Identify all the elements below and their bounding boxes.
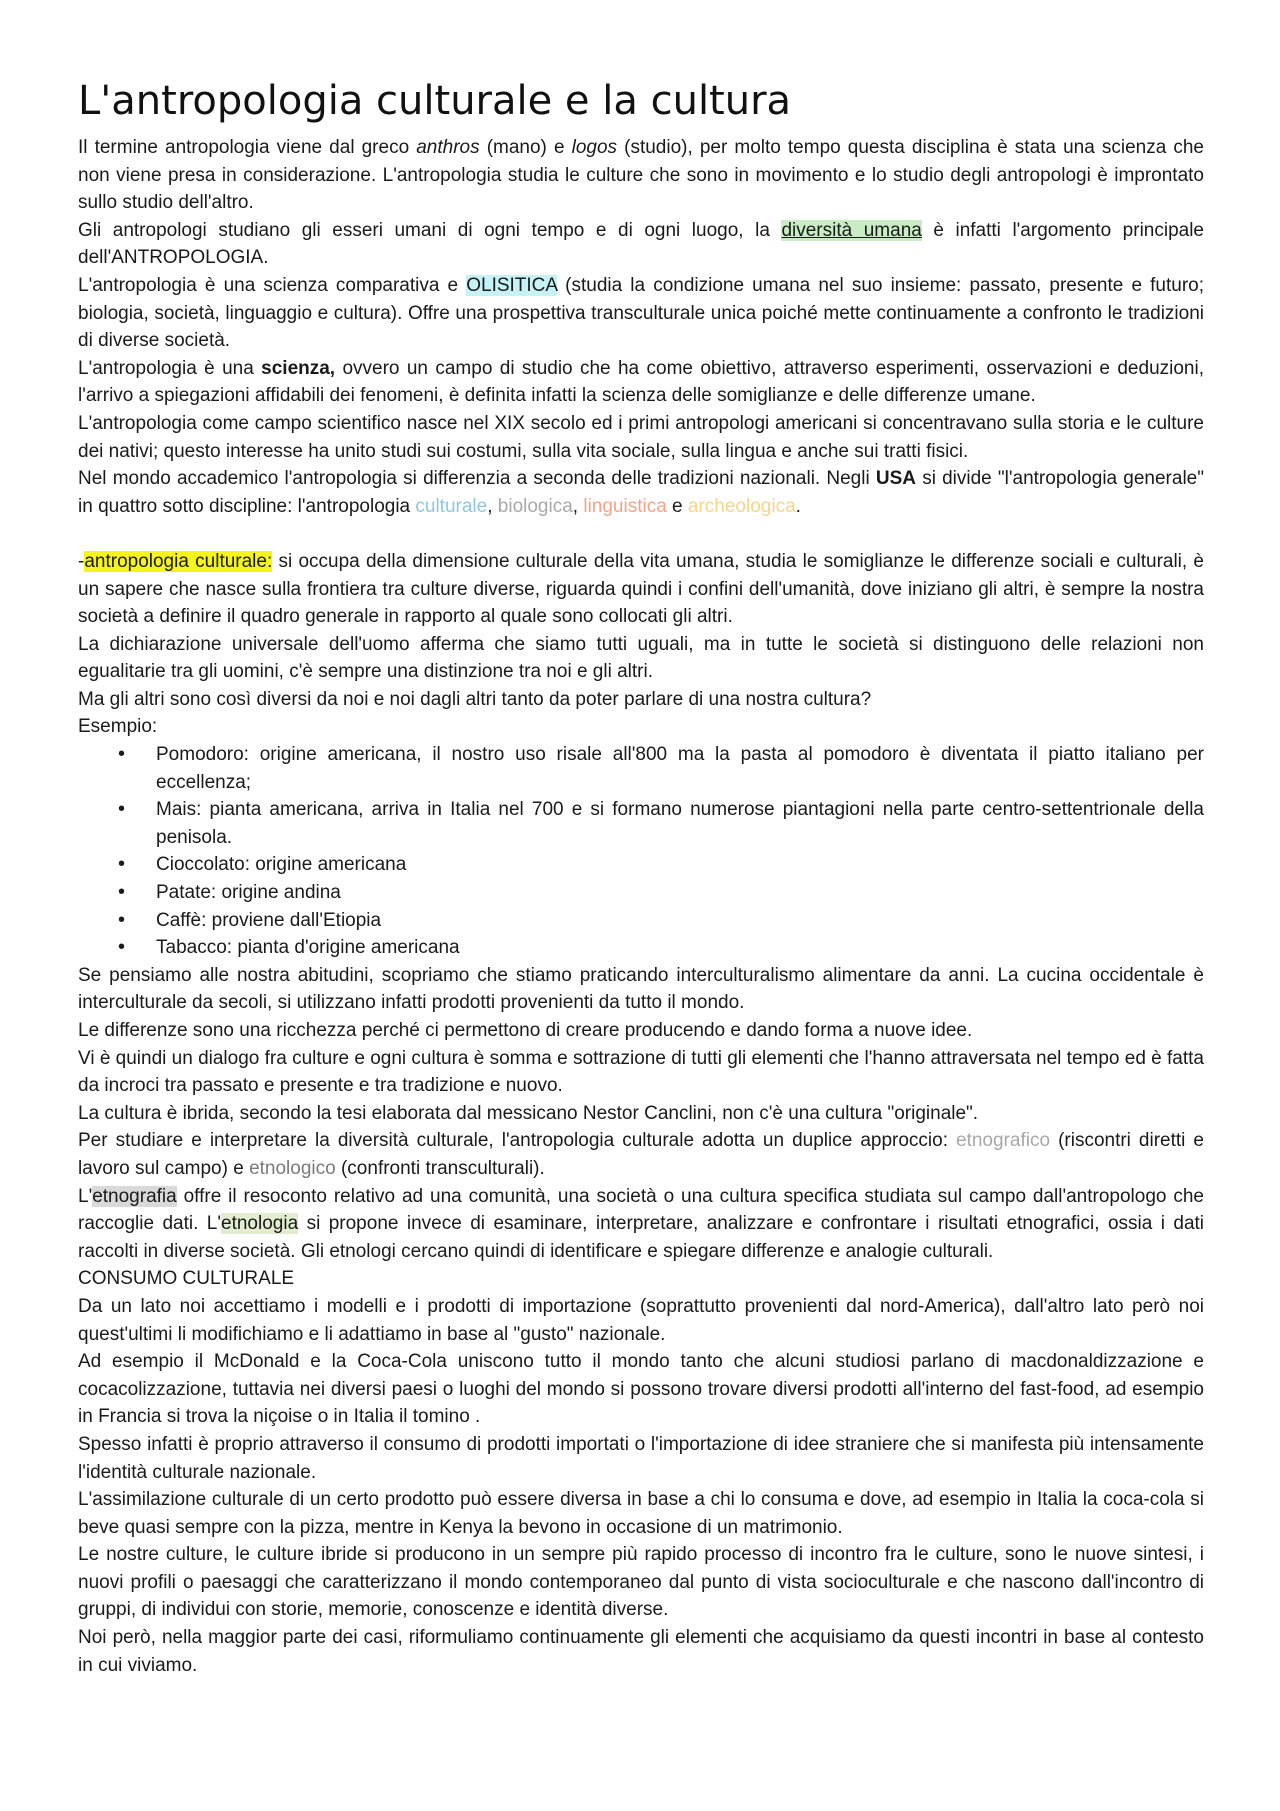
paragraph-esempio: Esempio: (78, 716, 158, 738)
highlight-antropologia-culturale: antropologia culturale: (84, 550, 273, 572)
text: si occupa della dimensione culturale della vita umana, studia le somiglianze le differenze sociali e culturali, è un sapere che nasce sulla frontiera tra culture diverse, riguarda quindi i confini dell'umanità, dove iniziano gli altri, è sempre la nostra società a definire il quadro generale in rapporto al quale sono collocati gli altri. (78, 550, 1204, 628)
colored-biologica: biologica (497, 495, 573, 517)
term-logos: logos (571, 137, 618, 158)
text: si propone invece di esaminare, interpretare, analizzare e confrontare i risultati etnografici, ossia i dati raccolti in diverse società. Gli etnologi cercano quindi di identificare e spiegare differenze e analogie culturali. (78, 1213, 1205, 1262)
paragraph-xix-secolo: L'antropologia come campo scientifico nasce nel XIX secolo ed i primi antropologi americani si concentravano sulla storia e le culture dei nativi; questo interesse ha unito studi sui costumi, sulla vita sociale, sulla lingua e anche sui tratti fisici. (78, 412, 1204, 462)
section-heading-consumo: CONSUMO CULTURALE (78, 1268, 295, 1290)
bold-usa: USA (875, 468, 916, 490)
colored-archeologica: archeologica (687, 495, 796, 517)
paragraph-identita: Spesso infatti è proprio attraverso il consumo di prodotti importati o l'importazione di idee straniere che si manifesta più intensamente l'identità culturale nazionale. (78, 1433, 1204, 1483)
paragraph-abitudini: Se pensiamo alle nostra abitudini, scopriamo che stiamo praticando interculturalismo alimentare da anni. La cucina occidentale è interculturale da secoli, si utilizzano infatti prodotti provenienti da tutto il mondo. (78, 964, 1204, 1014)
text: (studia la condizione umana nel suo insieme: passato, presente e futuro; biologia, società, linguaggio e cultura). Offre una prospettiva transculturale unica poiché mette continuamente a confronto le tradizioni di diverse società. (78, 274, 1204, 352)
paragraph-dialogo: Vi è quindi un dialogo fra culture e ogni cultura è somma e sottrazione di tutti gli elementi che l'hanno attraversata nel tempo ed è fatta da incroci tra passato e presente e tra tradizione e nuovo. (78, 1047, 1205, 1097)
paragraph-olistica (78, 272, 1204, 355)
paragraph-differenze: Le differenze sono una ricchezza perché ci permettono di creare producendo e dando forma a nuove idee. (78, 1020, 973, 1041)
colored-etnologico: etnologico (249, 1157, 336, 1179)
list-item: • Caffè: proviene dall'Etiopia (156, 907, 1204, 935)
text: e (666, 495, 688, 517)
colored-etnografico: etnografico (956, 1130, 1051, 1152)
page-title: L'antropologia culturale e la cultura (78, 78, 792, 124)
text: Nel mondo accademico l'antropologia si differenzia a seconda delle tradizioni nazionali. Negli (78, 468, 876, 490)
text: è infatti l'argomento principale dell'ANTROPOLOGIA. (78, 219, 1204, 269)
colored-culturale: culturale (415, 495, 488, 517)
text: - (78, 550, 85, 572)
text: Il termine antropologia viene dal greco (78, 137, 417, 158)
paragraph-scienza (78, 355, 1204, 410)
paragraph-culture-ibride: Le nostre culture, le culture ibride si producono in un sempre più rapido processo di incontro fra le culture, sono le nuove sintesi, i nuovi profili o paesaggi che caratterizzano il mondo contemporaneo dal punto di vista socioculturale e che nascono dall'incontro di gruppi, di individui con storie, memorie, conoscenze e identità diverse. (78, 1544, 1204, 1621)
list-item: • Mais: pianta americana, arriva in Italia nel 700 e si formano numerose piantagioni nella parte centro-settentrionale della penisola. (156, 796, 1204, 851)
text: (confronti transculturali). (335, 1157, 545, 1179)
highlight-diversita-umana: diversità umana (781, 219, 922, 241)
text: , (487, 495, 498, 517)
text: , (572, 495, 584, 517)
paragraph-question: Ma gli altri sono così diversi da noi e noi dagli altri tanto da poter parlare di una nostra cultura? (78, 688, 872, 710)
paragraph-usa (78, 465, 1204, 520)
text: ovvero un campo di studio che ha come obiettivo, attraverso esperimenti, osservazioni e deduzioni, l'arrivo a spiegazioni affidabili dei fenomeni, è definita infatti la scienza delle somiglianze e delle differenze umane. (78, 357, 1204, 407)
list-item: • Tabacco: pianta d'origine americana (156, 934, 1204, 962)
paragraph-assimilazione: L'assimilazione culturale di un certo prodotto può essere diversa in base a chi lo consuma e dove, ad esempio in Italia la coca-cola si beve quasi sempre con la pizza, mentre in Kenya la bevono in occasione di un matrimonio. (78, 1489, 1204, 1538)
paragraph-approccio (78, 1127, 1204, 1182)
examples-list (78, 741, 1204, 962)
list-item: • Pomodoro: origine americana, il nostro uso risale all'800 ma la pasta al pomodoro è diventata il piatto italiano per eccellenza; (156, 741, 1204, 796)
list-item: • Cioccolato: origine americana (156, 851, 1204, 879)
text: L'antropologia è una (78, 357, 262, 379)
blank-line (78, 520, 1204, 548)
paragraph-importazione: Da un lato noi accettiamo i modelli e i prodotti di importazione (soprattutto provenienti dal nord-America), dall'altro lato però noi quest'ultimi li modifichiamo e li adattiamo in base al "gusto" nazionale. (78, 1295, 1204, 1345)
text: (riscontri diretti e lavoro sul campo) e (78, 1130, 1204, 1179)
highlight-etnologia: etnologia (221, 1213, 299, 1235)
paragraph-riformuliamo: Noi però, nella maggior parte dei casi, riformuliamo continuamente gli elementi che acquisiamo da questi incontri in base al contesto in cui viviamo. (78, 1627, 1204, 1676)
text: Gli antropologi studiano gli esseri umani di ogni tempo e di ogni luogo, la (78, 219, 782, 241)
text: L'antropologia è una scienza comparativa e (78, 274, 467, 296)
highlight-olisitica: OLISITICA (466, 274, 558, 296)
text: . (795, 495, 801, 517)
text: si divide "l'antropologia generale" in quattro sotto discipline: l'antropologia (78, 468, 1204, 517)
text: Per studiare e interpretare la diversità culturale, l'antropologia culturale adotta un duplice approccio: (78, 1130, 957, 1152)
text: (mano) e (479, 137, 572, 158)
paragraph-etymology (78, 134, 1204, 217)
colored-linguistica: linguistica (583, 495, 667, 517)
paragraph-diversity (78, 217, 1204, 272)
paragraph-etnografia (78, 1183, 1204, 1266)
paragraph-dichiarazione: La dichiarazione universale dell'uomo afferma che siamo tutti uguali, ma in tutte le società si distinguono delle relazioni non egualitarie tra gli uomini, c'è sempre una distinzione tra noi e gli altri. (78, 633, 1204, 683)
paragraph-mcdonald: Ad esempio il McDonald e la Coca-Cola uniscono tutto il mondo tanto che alcuni studiosi parlano di macdonaldizzazione e cocacolizzazione, tuttavia nei diversi paesi o luoghi del mondo si possono trovare diversi prodotti all'interno del fast-food, ad esempio in Francia si trova la niçoise o in Italia il tomino . (78, 1351, 1204, 1428)
text: (studio), per molto tempo questa disciplina è stata una scienza che non viene presa in considerazione. L'antropologia studia le culture che sono in movimento e lo studio degli antropologi è improntato sullo studio dell'altro. (78, 137, 1204, 214)
text: offre il resoconto relativo ad una comunità, una società o una cultura specifica studiata sul campo dall'antropologo che raccoglie dati. L' (78, 1185, 1204, 1235)
highlight-etnografia: etnografia (92, 1185, 177, 1207)
paragraph-ibrida: La cultura è ibrida, secondo la tesi elaborata dal messicano Nestor Canclini, non c'è una cultura "originale". (78, 1102, 979, 1124)
paragraph-antropologia-culturale (78, 548, 1204, 631)
text: L' (78, 1185, 93, 1207)
term-anthros: anthros (416, 137, 480, 158)
list-item: • Patate: origine andina (156, 879, 1204, 907)
bold-scienza: scienza, (261, 357, 336, 379)
